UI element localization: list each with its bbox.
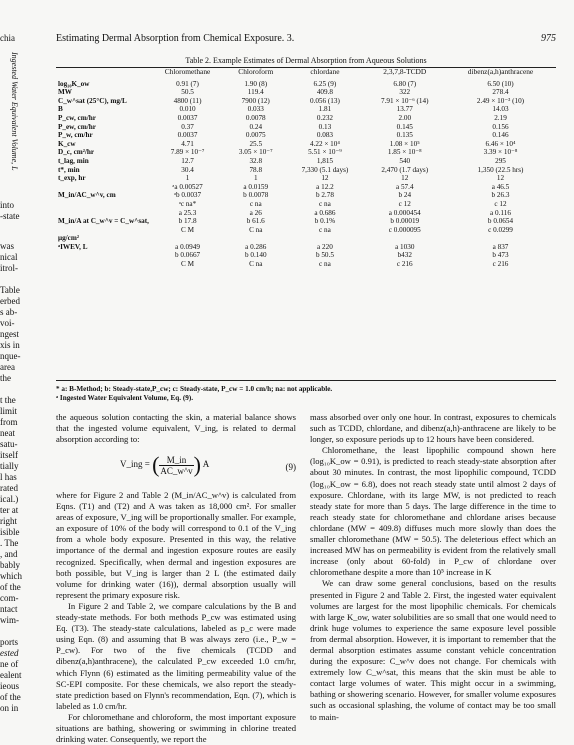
fragment: ports — [0, 637, 18, 647]
table-cell: 7.89 × 10⁻⁷ — [170, 148, 205, 157]
table-cell: 0.135 — [396, 131, 413, 140]
table-cell: 0.24 — [249, 122, 263, 131]
column-header: Chloromethane — [164, 67, 211, 76]
table-cell: 0.0078 — [245, 113, 266, 122]
fragment: -state — [0, 211, 20, 221]
table-cell: c 0.0299 — [488, 225, 513, 234]
table-cell: 32.8 — [249, 156, 263, 165]
table-cell: a 25.3 — [178, 208, 197, 217]
table-cell: 0.010 — [179, 105, 196, 114]
fragment: com- — [0, 593, 19, 603]
paragraph: mass absorbed over only one hour. In contrast, exposures to chemicals such as TCDD, chlordane, and dibenz(a,h)-anthracene are likely to be longer, so exposure periods up to 12 hours have been considered. — [310, 412, 556, 445]
fragment: chia — [0, 33, 15, 43]
table-cell: b 0.0667 — [174, 251, 201, 260]
table-cell: 278.4 — [492, 88, 509, 97]
row-label: μg/cm² — [58, 234, 79, 243]
fragment: itself — [0, 450, 18, 460]
table-cell: 540 — [399, 156, 411, 165]
table-cell: 12 — [321, 174, 329, 183]
table-cell: 14.03 — [492, 105, 509, 114]
table-cell: 1.08 × 10⁵ — [389, 139, 420, 148]
table-cell: c 216 — [396, 260, 413, 269]
table-row — [56, 140, 556, 149]
table-cell: a 0.686 — [314, 208, 336, 217]
table-cell: 0.146 — [492, 131, 509, 140]
table-row — [56, 131, 556, 140]
row-label — [56, 209, 149, 218]
row-label: P_cw, cm/hr — [58, 113, 96, 122]
fragment: ical.) — [0, 494, 19, 504]
fragment: l has — [0, 472, 17, 482]
table-cell: ᵃb 0.0037 — [173, 191, 202, 200]
table-cell: C na — [249, 225, 263, 234]
table-row — [56, 234, 556, 243]
fragment: limit — [0, 406, 18, 416]
table-cell: ᵃc na* — [178, 199, 197, 208]
table-cell: 7.91 × 10⁻⁶ (14) — [381, 96, 429, 105]
table-cell: b 473 — [492, 251, 509, 260]
row-label: M_in/AC_w^v, cm — [58, 191, 116, 200]
table-cell: b 17.8 — [178, 217, 197, 226]
table-row — [56, 243, 556, 252]
vertical-axis-label — [9, 52, 21, 282]
paragraph: where for Figure 2 and Table 2 (M_in/AC_w^v) is calculated from Eqns. (T1) and (T2) and A was taken as 18,000 cm². For smaller areas of exposure, V_ing will be proportionally smaller. For example, an exposure of 10% of the body will correspond to 0.1 of the V_ing from a whole body exposure. Presented in this way, the relative importance of the dermal and ingestion exposure routes are easily recognized. Specifically, when dermal and ingestion exposures are both possible, but V_ing is larger than 2 L (the estimated daily volume for drinking water (16)), dermal absorption usually will represent the primary exposure risk. — [56, 490, 296, 600]
fragment: the — [0, 373, 11, 383]
running-title: Estimating Dermal Absorption from Chemical Exposure. 3. — [56, 33, 295, 44]
table-cell: 1.90 (8) — [244, 79, 268, 88]
table-cell: 3.39 × 10⁻⁸ — [483, 148, 518, 157]
table-cell: 0.083 — [316, 131, 333, 140]
fragment: bably — [0, 560, 20, 570]
table-cell: a 1030 — [395, 242, 415, 251]
table-cell: a 0.0159 — [243, 182, 269, 191]
table-cell: 6.80 (7) — [393, 79, 417, 88]
table-cell: 1.85 × 10⁻⁸ — [387, 148, 422, 157]
table-row — [56, 209, 556, 218]
fragment: rated — [0, 483, 18, 493]
right-text-column — [310, 412, 556, 723]
equation-multiplier: A — [202, 459, 210, 470]
table-cell: b 2.78 — [315, 191, 334, 200]
table-cell: 6.46 × 10⁴ — [485, 139, 516, 148]
table-row — [56, 183, 556, 192]
fragment: ngest — [0, 329, 19, 339]
row-header-cell — [56, 66, 149, 80]
table-cell: a 46.5 — [491, 182, 510, 191]
table-row — [56, 200, 556, 209]
table-row — [56, 105, 556, 114]
table-cell: a 12.2 — [316, 182, 334, 191]
table-cell: a 0.000454 — [388, 208, 421, 217]
footnote: * a: B-Method; b: Steady-state,P_cw; c: Steady-state, P_cw = 1.0 cm/h; na: not applicable. — [56, 385, 333, 393]
table-cell: 1 — [185, 174, 190, 183]
fragment: erbed — [0, 296, 20, 306]
table-cell: 1,815 — [316, 156, 333, 165]
equation-lhs: V_ing = — [120, 459, 150, 470]
column-header: 2,3,7,8-TCDD — [383, 67, 427, 76]
fragment: ieous — [0, 681, 19, 691]
table-cell: 25.5 — [249, 139, 263, 148]
table-body — [56, 80, 556, 269]
left-text-column — [56, 412, 296, 445]
table-cell: a 0.0949 — [175, 242, 200, 251]
fragment: of the — [0, 582, 21, 592]
table-row — [56, 174, 556, 183]
row-label: D_c, cm²/hr — [58, 148, 95, 157]
table-cell: b432 — [397, 251, 412, 260]
fragment: right — [0, 516, 17, 526]
table-cell: a 0.116 — [490, 208, 511, 217]
fragment: satu- — [0, 439, 18, 449]
table-cell: 2.49 × 10⁻³ (10) — [476, 96, 525, 105]
table-cell — [365, 234, 445, 243]
footnote: ᵃ Ingested Water Equivalent Volume, Eq. (9). — [56, 394, 194, 402]
table-row — [56, 217, 556, 226]
table-cell: b 0.1% — [314, 217, 336, 226]
fragment: on in — [0, 703, 19, 713]
table-cell: 2,470 (1.7 days) — [381, 165, 429, 174]
row-label: K_cw — [58, 139, 76, 148]
fragment: t the — [0, 395, 16, 405]
column-header: chlordane — [310, 67, 340, 76]
table-cell: 2.00 — [398, 113, 412, 122]
table-row — [56, 123, 556, 132]
fraction-denominator: AC_w^v — [160, 465, 193, 476]
table-cell: 0.91 (7) — [176, 79, 199, 88]
table-row — [56, 88, 556, 97]
fragment: voi- — [0, 318, 15, 328]
fragment: area — [0, 362, 15, 372]
paragraph: the aqueous solution contacting the skin, a material balance shows that the ingested volume equivalent, V_ing, is related to dermal absorption according to: — [56, 412, 296, 445]
table-cell: a 837 — [492, 242, 509, 251]
fragment: was — [0, 241, 14, 251]
table-cell: 13.77 — [396, 105, 413, 114]
fragment: wim- — [0, 615, 19, 625]
table-cell: 0.0075 — [245, 131, 266, 140]
table-cell: 12 — [496, 174, 505, 183]
row-label — [56, 251, 149, 260]
paragraph: Chloromethane, the least lipophilic compound shown here (log₁₀K_ow = 0.91), is predicted to reach steady-state absorption after about 30 minutes. In contrast, the most lipophilic compound, TCDD (log₁₀K_ow = 6.8), does not reach steady state until almost 2 days of exposure. Chlordane, with its large MW, is not predicted to reach steady state for more than 5 days. The large difference in the time to reach steady state for chloromethane and chlordane arises because chlordane (MW = 409.8) diffuses much more slowly than does the smaller chloromethane (MW = 50.5). The deleterious effect which an increased MW has on permeability is evident from the relatively small increase (only about 60-fold) in P_cw of chlordane over chloromethane despite a more than 10⁵ increase in K — [310, 445, 556, 578]
row-label: t*, min — [58, 165, 80, 174]
fragment: s ab- — [0, 307, 18, 317]
table-cell: b 0.0078 — [243, 191, 269, 200]
table-cell: 0.0037 — [177, 113, 198, 122]
table-row — [56, 166, 556, 175]
table-caption: Table 2. Example Estimates of Dermal Absorption from Aqueous Solutions — [185, 56, 427, 65]
table-cell: C na — [249, 260, 263, 269]
table-row — [56, 114, 556, 123]
left-text-column-cont — [56, 490, 296, 745]
table-cell: b 26.3 — [491, 191, 510, 200]
page-number: 975 — [541, 33, 556, 44]
table-cell: 0.156 — [492, 122, 509, 131]
fragment: isible — [0, 527, 20, 537]
table-cell: 3.05 × 10⁻⁷ — [238, 148, 273, 157]
table-cell: c na — [319, 260, 331, 269]
running-header — [56, 33, 556, 44]
table-cell: 6.25 (9) — [313, 79, 337, 88]
row-label: M_in/A at C_w^v = C_w^sat, — [58, 217, 149, 226]
table-header-row — [56, 66, 556, 80]
table-cell — [285, 234, 364, 243]
fragment: nque- — [0, 351, 21, 361]
table-cell: C M — [181, 260, 195, 269]
table-cell — [149, 234, 226, 243]
row-label: B — [58, 105, 63, 114]
table-cell: 30.4 — [181, 165, 194, 174]
row-label — [56, 183, 149, 192]
table-cell: 119.4 — [247, 88, 264, 97]
column-header: dibenz(a,h)anthracene — [467, 67, 534, 76]
table-cell: 7900 (12) — [241, 96, 270, 105]
row-label — [56, 200, 149, 209]
table-row — [56, 226, 556, 235]
row-label: MW — [58, 88, 72, 97]
fragment: into — [0, 200, 15, 210]
equation-9: V_ing = ( $\frac{M\_in}{AC\_w\^{}v}$ ) A (9) — [120, 452, 296, 477]
fragment: neat — [0, 428, 15, 438]
table-cell: 0.056 (13) — [309, 96, 340, 105]
table-cell: 78.8 — [249, 165, 263, 174]
table-cell: C M — [181, 225, 195, 234]
table-cell: c 0.000095 — [388, 225, 421, 234]
table-cell: b 0.0654 — [487, 217, 514, 226]
table-row — [56, 80, 556, 89]
table-cell: 2.19 — [494, 113, 507, 122]
table-cell: 295 — [495, 156, 506, 165]
table-cell: 0.232 — [316, 113, 333, 122]
table-cell: ᵃa 0.00527 — [172, 182, 203, 191]
fragment: xis in — [0, 340, 20, 350]
table-footnotes — [56, 385, 332, 403]
table-row — [56, 148, 556, 157]
fragment: Table — [0, 285, 20, 295]
fraction-numerator: M_in — [159, 455, 193, 466]
table-cell: 322 — [399, 88, 411, 97]
row-label — [56, 226, 149, 235]
table-cell: 4800 (11) — [173, 96, 202, 105]
fragment: tially — [0, 461, 19, 471]
table-cell: 12.7 — [181, 156, 194, 165]
fragment: , and — [0, 549, 18, 559]
fragment: from — [0, 417, 18, 427]
table-cell — [226, 234, 285, 243]
row-label: t_lag, min — [58, 156, 89, 165]
table-cell: 12 — [401, 174, 409, 183]
table-cell: 0.033 — [247, 105, 264, 114]
table-cell: 4.22 × 10⁴ — [309, 139, 340, 148]
table-cell: b 0.140 — [244, 251, 267, 260]
row-label: P_w, cm/hr — [58, 131, 93, 140]
paragraph: We can draw some general conclusions, based on the results presented in Figure 2 and Table 2. First, the ingested water equivalent volumes are largest for the most lipophilic chemicals. For chemicals with large K_ow, water solubilities are so small that one would need to drink huge volumes to experience the same exposure level possible from dermal absorption. However, it is important to remember that the dermal absorption estimates assume constant vehicle concentration during the exposure: C_w^v does not change. For chemicals with extremely low C_w^sat, this means that the skin must be able to contact large volumes of water. This might occur in a swimming, bathing or showering scenario. However, for smaller volume exposures such as occasional splashing, the volume of contact may be too small to main- — [310, 578, 556, 722]
fragment: of the — [0, 692, 21, 702]
fragment: nical — [0, 252, 18, 262]
fragment: . The — [0, 538, 19, 548]
table-cell: 409.8 — [316, 88, 333, 97]
table-cell: c na — [319, 225, 331, 234]
table-cell: 1 — [253, 174, 258, 183]
table-cell: c 12 — [494, 199, 507, 208]
table-cell: a 26 — [249, 208, 262, 217]
table-cell: 4.71 — [181, 139, 194, 148]
paragraph: In Figure 2 and Table 2, we compare calculations by the B and steady-state methods. For both methods P_cw was estimated using Eq. (T3). The steady-state calculations, labeled as p_c were made using Eqn. (8) and assuming that B was always zero (i.e., P_w = P_cw). For two of the five chemicals (TCDD and dibenz(a,h)anthracene), the calculated P_cw exceeded 1.0 cm/hr, which Flynn (6) estimated as the limiting permeability value of the SC-EPI composite. For these chemicals, we also report the steady-state prediction based on Flynn's recommendation, Eqn. (7), which is labeled as 1.0 cm/hr. — [56, 600, 296, 711]
table-cell: 5.51 × 10⁻⁹ — [308, 148, 342, 157]
row-label: C_w^sat (25°C), mg/L — [58, 96, 127, 105]
table-cell: a 0.286 — [245, 242, 267, 251]
table-cell: b 24 — [398, 191, 412, 200]
table-cell: c na — [249, 199, 262, 208]
table-cell: 1.81 — [318, 105, 332, 114]
table-cell: c 216 — [492, 260, 509, 269]
table-cell: 0.145 — [396, 122, 413, 131]
table-cell: 7,330 (5.1 days) — [301, 165, 349, 174]
row-label: log₁₀K_ow — [58, 79, 90, 88]
table-cell: 1,350 (22.5 hrs) — [477, 165, 524, 174]
table-bottom-rule — [56, 380, 556, 381]
table-cell: 0.13 — [318, 122, 332, 131]
fragment: ealent — [0, 670, 22, 680]
row-label: ᵃIWEV, L — [58, 242, 88, 251]
table-cell — [445, 234, 556, 243]
table-cell: 6.50 (10) — [487, 79, 514, 88]
row-label: P_ew, cm/hr — [58, 122, 96, 131]
table-cell: 0.0037 — [177, 131, 198, 140]
equation-number: (9) — [285, 462, 296, 472]
table-cell: b 0.00019 — [390, 217, 420, 226]
table-row — [56, 157, 556, 166]
fragment: which — [0, 571, 22, 581]
table-row — [56, 260, 556, 269]
table-cell: b 61.6 — [246, 217, 265, 226]
vertical-label-text: Ingested Water Equivalent Volume, L — [10, 52, 19, 171]
table-cell: b 50.5 — [315, 251, 334, 260]
table-cell: 50.5 — [181, 88, 194, 97]
table-row — [56, 251, 556, 260]
row-label — [56, 260, 149, 269]
row-label: t_exp, hr — [58, 174, 86, 183]
fragment: ested — [0, 648, 19, 658]
table-row — [56, 191, 556, 200]
fragment: ter at — [0, 505, 19, 515]
table-cell: 0.37 — [181, 122, 194, 131]
table-cell: a 57.4 — [395, 182, 414, 191]
fragment: itrol- — [0, 263, 18, 273]
data-table — [56, 66, 556, 269]
fragment: ntact — [0, 604, 18, 614]
table-cell: c na — [319, 199, 331, 208]
table-cell: a 220 — [317, 242, 333, 251]
column-header: Chloroform — [238, 67, 274, 76]
table-row — [56, 97, 556, 106]
fragment: ne of — [0, 659, 19, 669]
paragraph: For chloromethane and chloroform, the most important exposure situations are bathing, showering or swimming in chlorine treated drinking water. Consequently, we report the — [56, 711, 296, 745]
table-cell: c 12 — [398, 199, 411, 208]
